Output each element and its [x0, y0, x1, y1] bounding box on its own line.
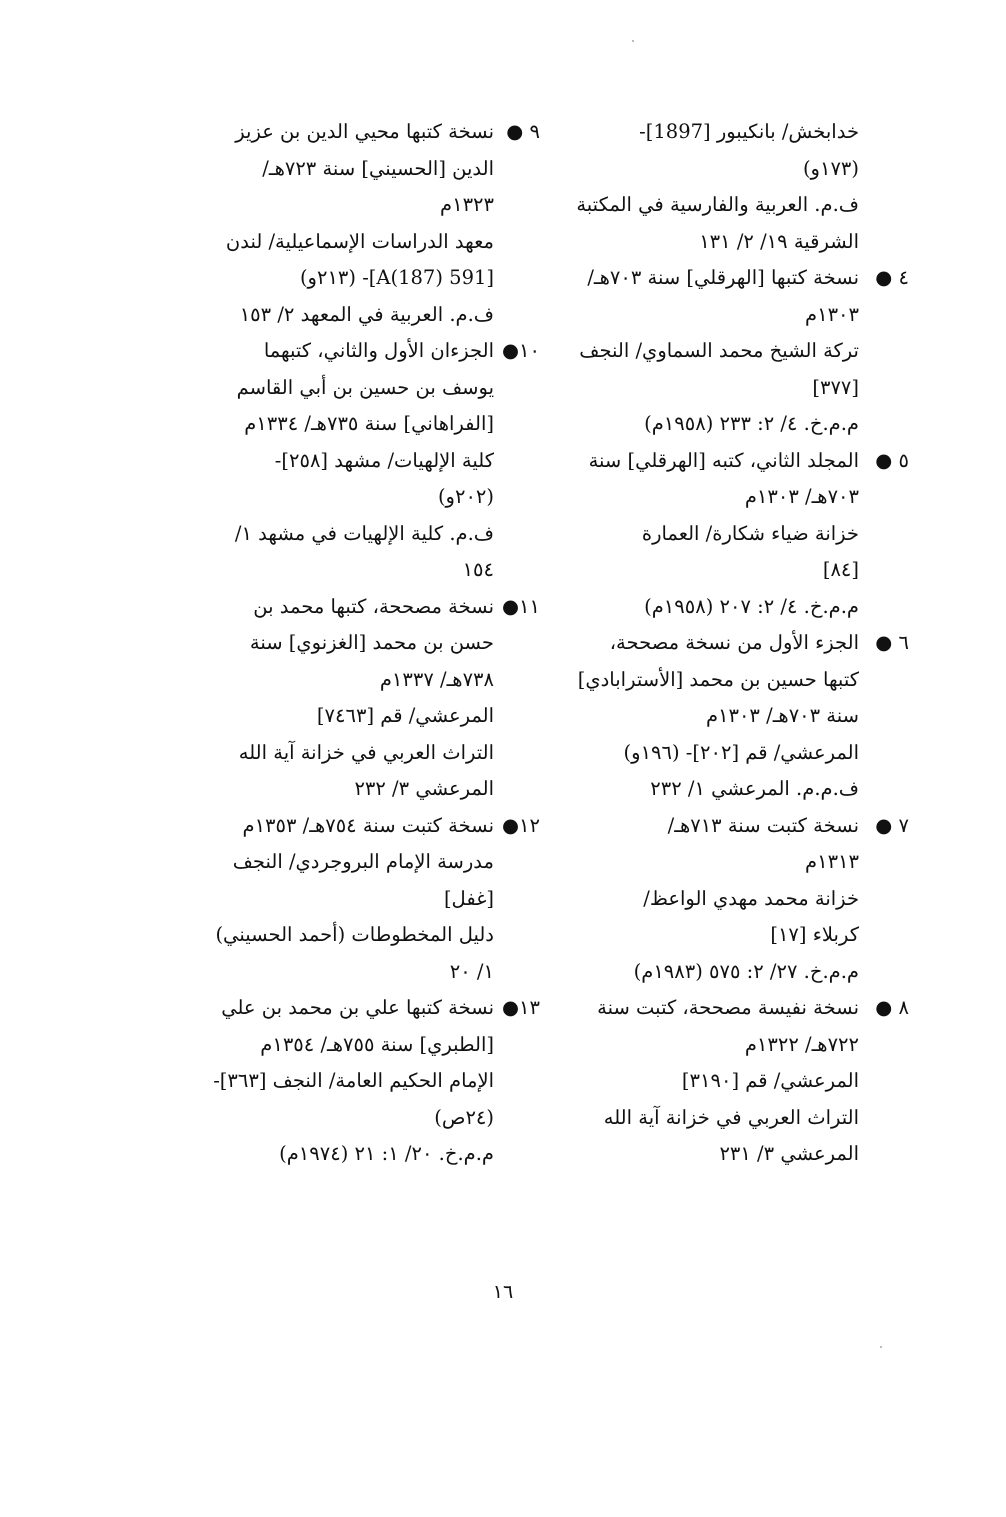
entry-text: م.م.خ. ٢٠/ ١: ٢١ (١٩٧٤م) [279, 1142, 494, 1165]
entry-line [124, 443, 494, 480]
entry-text: الجزء الأول من نسخة مصححة، [609, 631, 859, 654]
entry-first-line [124, 114, 540, 151]
entry-line [124, 406, 494, 443]
scan-speck [632, 40, 634, 42]
entry-line [497, 1100, 859, 1137]
entry-text: ف.م. العربية في المعهد ٢/ ١٥٣ [239, 302, 494, 326]
entry-text: المرعشي/ قم [٢٠٢]- (١٩٦و) [623, 740, 859, 764]
entry-line [124, 1100, 494, 1137]
entry-line [497, 333, 859, 370]
entry-first-line [124, 333, 540, 370]
entry-number: ٩ ● [506, 120, 540, 143]
entry-text: ف.م. العربية والفارسية في المكتبة [576, 193, 859, 216]
entry-first-line [497, 808, 909, 845]
entry-text: يوسف بن حسين بن أبي القاسم [236, 375, 494, 399]
entry-text: نسخة كتبها [الهرقلي] سنة ٧٠٣هـ/ [587, 266, 859, 289]
entry-line [497, 735, 859, 772]
entry-line [124, 151, 494, 188]
manuscript-entry [497, 990, 909, 1173]
entry-text: خزانة ضياء شكارة/ العمارة [641, 521, 859, 545]
entry-line [497, 224, 859, 261]
left-column [124, 114, 540, 1173]
entry-text: دليل المخطوطات (أحمد الحسيني) [215, 923, 494, 946]
manuscript-entry [124, 990, 540, 1173]
entry-line [124, 516, 494, 553]
entry-text: نسخة مصححة، كتبها محمد بن [253, 594, 494, 618]
entry-text: [591 A(187)]- (٢١٣و) [299, 266, 494, 289]
entry-text: ١٣٠٣م [805, 302, 859, 326]
entry-text: مدرسة الإمام البروجردي/ النجف [232, 850, 494, 873]
manuscript-entry [497, 114, 859, 260]
entry-number: ٧ ● [875, 813, 909, 837]
entry-line [124, 844, 494, 881]
entry-text: معهد الدراسات الإسماعيلية/ لندن [225, 229, 494, 253]
entry-line [497, 479, 859, 516]
entry-text: المرعشي ٣/ ٢٣٢ [354, 777, 494, 800]
entry-text: ٧٠٣هـ/ ١٣٠٣م [744, 485, 859, 508]
entry-text: المرعشي/ قم [٧٤٦٣] [316, 704, 494, 727]
entry-text: نسخة كتبت سنة ٧١٣هـ/ [667, 813, 859, 837]
entry-line [497, 954, 859, 991]
entry-first-line [124, 808, 540, 845]
entry-text: المرعشي ٣/ ٢٣١ [719, 1142, 859, 1165]
entry-line [124, 297, 494, 334]
entry-line [124, 1027, 494, 1064]
entry-text: م.م.خ. ٤/ ٢: ٢٠٧ (١٩٥٨م) [644, 594, 859, 618]
entry-text: ف.م.م. المرعشي ١/ ٢٣٢ [650, 777, 859, 800]
entry-text: حسن بن محمد [الغزنوي] سنة [249, 631, 494, 654]
entry-text: نسخة نفيسة مصححة، كتبت سنة [597, 996, 859, 1019]
entry-text: (٢٤ص) [434, 1105, 494, 1129]
entry-line [124, 771, 494, 808]
entry-text: التراث العربي في خزانة آية الله [603, 1105, 859, 1129]
entry-text: (٢٠٢و) [437, 485, 494, 508]
entry-text: الدين [الحسيني] سنة ٧٢٣هـ/ [262, 156, 494, 180]
entry-text: الجزءان الأول والثاني، كتبهما [263, 339, 494, 362]
entry-line [497, 187, 859, 224]
manuscript-entry [124, 333, 540, 589]
entry-text: [٣٧٧] [812, 375, 859, 399]
entry-line [124, 881, 494, 918]
entry-line [497, 1136, 859, 1173]
entry-text: خدابخش/ بانكيبور [1897]- [639, 120, 859, 143]
entry-line [497, 1027, 859, 1064]
entry-line [497, 406, 859, 443]
manuscript-entry [497, 260, 909, 443]
manuscript-entry [124, 589, 540, 808]
right-column [497, 114, 909, 1173]
entry-text: ١٣٢٣م [440, 193, 494, 216]
entry-line [497, 552, 859, 589]
entry-number: ١٣● [502, 996, 540, 1019]
manuscript-entry [124, 114, 540, 333]
entry-line [124, 1136, 494, 1173]
entry-line [497, 589, 859, 626]
entry-text: م.م.خ. ٤/ ٢: ٢٣٣ (١٩٥٨م) [644, 412, 859, 435]
entry-first-line [497, 625, 909, 662]
scan-speck [880, 1346, 882, 1348]
entry-text: تركة الشيخ محمد السماوي/ النجف [579, 339, 859, 362]
entry-text: المرعشي/ قم [٣١٩٠] [681, 1069, 859, 1092]
entry-line [124, 698, 494, 735]
entry-text: ١/ ٢٠ [449, 959, 494, 983]
entry-first-line [497, 260, 909, 297]
entry-line [124, 917, 494, 954]
entry-number: ١١● [502, 594, 540, 618]
entry-line [497, 1063, 859, 1100]
entry-number: ٦ ● [875, 631, 909, 654]
entry-text: التراث العربي في خزانة آية الله [238, 740, 494, 764]
entry-line [497, 151, 859, 188]
entry-line [497, 297, 859, 334]
entry-text: كربلاء [١٧] [770, 923, 859, 946]
entry-number: ٨ ● [875, 996, 909, 1019]
entry-line [124, 552, 494, 589]
entry-first-line [497, 114, 859, 151]
entry-line [497, 370, 859, 407]
entry-number: ١٢● [502, 813, 540, 837]
entry-line [124, 187, 494, 224]
manuscript-entry [124, 808, 540, 991]
entry-text: كلية الإلهيات/ مشهد [٢٥٨]- [274, 448, 494, 472]
entry-line [124, 1063, 494, 1100]
entry-first-line [497, 990, 909, 1027]
entry-number: ٤ ● [875, 266, 909, 289]
manuscript-entry [497, 625, 909, 808]
entry-text: [الفراهاني] سنة ٧٣٥هـ/ ١٣٣٤م [244, 412, 494, 435]
entry-number: ٥ ● [875, 448, 909, 472]
entry-first-line [497, 443, 909, 480]
entry-line [124, 224, 494, 261]
entry-text: م.م.خ. ٢٧/ ٢: ٥٧٥ (١٩٨٣م) [633, 959, 859, 983]
entry-line [497, 844, 859, 881]
entry-text: ٧٣٨هـ/ ١٣٣٧م [379, 667, 494, 691]
entry-text: (١٧٣و) [802, 156, 859, 180]
page-number: ١٦ [492, 1281, 514, 1303]
entry-text: نسخة كتبها محيي الدين بن عزيز [235, 120, 494, 143]
entry-first-line [124, 990, 540, 1027]
entry-line [124, 735, 494, 772]
entry-text: سنة ٧٠٣هـ/ ١٣٠٣م [705, 704, 859, 727]
entry-text: الشرقية ١٩/ ٢/ ١٣١ [699, 229, 859, 253]
entry-line [497, 516, 859, 553]
entry-text: ف.م. كلية الإلهيات في مشهد ١/ [234, 521, 494, 545]
entry-line [497, 662, 859, 699]
entry-text: الإمام الحكيم العامة/ النجف [٣٦٣]- [213, 1069, 494, 1092]
entry-text: المجلد الثاني، كتبه [الهرقلي] سنة [588, 448, 859, 472]
entry-line [124, 370, 494, 407]
entry-first-line [124, 589, 540, 626]
entry-text: خزانة محمد مهدي الواعظ/ [643, 886, 859, 910]
entry-line [124, 662, 494, 699]
entry-text: ١٣١٣م [805, 850, 859, 873]
entry-line [124, 260, 494, 297]
entry-line [124, 479, 494, 516]
entry-line [497, 881, 859, 918]
entry-line [124, 954, 494, 991]
manuscript-entry [497, 808, 909, 991]
manuscript-entry [497, 443, 909, 626]
entry-text: [٨٤] [822, 558, 859, 581]
entry-text: ١٥٤ [462, 558, 494, 581]
entry-text: [غفل] [443, 886, 494, 910]
entry-text: نسخة كتبها علي بن محمد بن علي [221, 996, 494, 1019]
entry-line [497, 917, 859, 954]
entry-line [497, 698, 859, 735]
entry-text: نسخة كتبت سنة ٧٥٤هـ/ ١٣٥٣م [242, 813, 494, 837]
entry-line [124, 625, 494, 662]
entry-text: كتبها حسين بن محمد [الأسترابادي] [577, 667, 859, 691]
entry-line [497, 771, 859, 808]
entry-text: [الطبري] سنة ٧٥٥هـ/ ١٣٥٤م [260, 1032, 494, 1056]
entry-number: ١٠● [502, 339, 540, 362]
entry-text: ٧٢٢هـ/ ١٣٢٢م [744, 1032, 859, 1056]
